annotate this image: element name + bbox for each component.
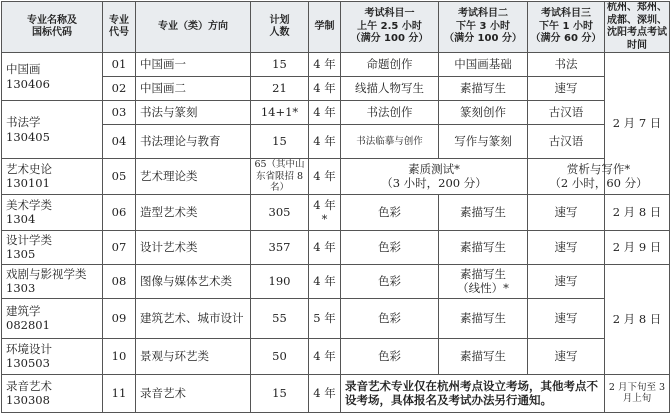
header-exam2: 考试科目二 下午 3 小时 （满分 100 分） [439, 2, 528, 53]
plan-cell: 15 [251, 374, 309, 412]
header-exam1: 考试科目一 上午 2.5 小时 （满分 100 分） [341, 2, 439, 53]
exam-date-cell: 2 月下旬至 3 月上旬 [605, 374, 670, 412]
code-cell: 05 [103, 159, 136, 195]
exam1-cell: 色彩 [341, 298, 439, 338]
plan-cell: 15 [251, 125, 309, 159]
table-row [2, 338, 670, 374]
code-cell: 11 [103, 374, 136, 412]
admissions-table [1, 1, 670, 413]
code-cell: 07 [103, 230, 136, 264]
code-cell: 04 [103, 125, 136, 159]
exam2-cell: 素描写生 [439, 338, 528, 374]
table-row [2, 264, 670, 298]
duration-cell: 5 年 [309, 298, 341, 338]
duration-cell: 4 年 [309, 338, 341, 374]
plan-cell: 21 [251, 77, 309, 101]
direction-cell: 中国画一 [136, 53, 251, 77]
exam3-cell: 速写 [528, 338, 605, 374]
duration-cell: 4 年 [309, 125, 341, 159]
direction-cell: 建筑艺术、城市设计 [136, 298, 251, 338]
code-cell: 09 [103, 298, 136, 338]
exam1-cell: 书法临摹与创作 [341, 125, 439, 159]
exam1-cell: 线描人物写生 [341, 77, 439, 101]
exam1-cell: 色彩 [341, 230, 439, 264]
table-row [2, 230, 670, 264]
direction-cell: 书法与篆刻 [136, 101, 251, 125]
exam3-cell: 速写 [528, 230, 605, 264]
major-cell: 环境设计 130503 [2, 338, 103, 374]
code-cell: 10 [103, 338, 136, 374]
plan-cell: 65（其中山东省限招 8 名） [251, 159, 309, 195]
header-direction: 专业（类）方向 [136, 2, 251, 53]
exam3-cell: 速写 [528, 77, 605, 101]
plan-cell: 305 [251, 194, 309, 230]
duration-cell: 4 年 [309, 230, 341, 264]
direction-cell: 造型艺术类 [136, 194, 251, 230]
exam-date-cell: 2 月 8 日 [605, 264, 670, 374]
major-cell: 美术学类 1304 [2, 194, 103, 230]
duration-cell: 4 年 [309, 264, 341, 298]
duration-cell: 4 年 [309, 77, 341, 101]
major-cell: 戏剧与影视学类 1303 [2, 264, 103, 298]
header-duration: 学制 [309, 2, 341, 53]
table-row [2, 194, 670, 230]
table-row [2, 53, 670, 77]
exam2-cell: 中国画基础 [439, 53, 528, 77]
exam1-cell: 色彩 [341, 194, 439, 230]
table-row [2, 374, 670, 412]
exam3-cell: 书法 [528, 53, 605, 77]
exam1-cell: 素质测试* （3 小时，200 分） [341, 159, 528, 195]
exam3-cell: 速写 [528, 194, 605, 230]
code-cell: 08 [103, 264, 136, 298]
exam2-cell: 素描写生 [439, 77, 528, 101]
exam1-cell: 色彩 [341, 264, 439, 298]
major-cell: 建筑学 082801 [2, 298, 103, 338]
header-code: 专业 代号 [103, 2, 136, 53]
recording-note: 录音艺术专业仅在杭州考点设立考场，其他考点不设考场，具体报名及考试办法另行通知。 [341, 374, 605, 412]
header-major: 专业名称及 国标代码 [2, 2, 103, 53]
plan-cell: 190 [251, 264, 309, 298]
exam-date-cell: 2 月 8 日 [605, 194, 670, 230]
direction-cell: 书法理论与教育 [136, 125, 251, 159]
exam2-cell: 写作与篆刻 [439, 125, 528, 159]
duration-cell: 4 年 [309, 53, 341, 77]
header-exam3: 考试科目三 下午 1 小时 （满分 60 分） [528, 2, 605, 53]
header-plan: 计划 人数 [251, 2, 309, 53]
plan-cell: 357 [251, 230, 309, 264]
duration-cell: 4 年 [309, 374, 341, 412]
exam2-cell: 素描写生 [439, 194, 528, 230]
exam-date-cell: 2 月 7 日 [605, 53, 670, 195]
table-row [2, 77, 670, 101]
exam3-cell: 古汉语 [528, 125, 605, 159]
major-cell: 书法学 130405 [2, 101, 103, 159]
table-row [2, 159, 670, 195]
duration-cell: 4 年 [309, 159, 341, 195]
code-cell: 06 [103, 194, 136, 230]
duration-cell: 4 年 * [309, 194, 341, 230]
table-row [2, 125, 670, 159]
major-cell: 艺术史论 130101 [2, 159, 103, 195]
exam2-cell: 赏析与写作* （2 小时，60 分） [528, 159, 670, 195]
table-row [2, 101, 670, 125]
major-cell: 录音艺术 130308 [2, 374, 103, 412]
major-cell: 设计学类 1305 [2, 230, 103, 264]
plan-cell: 14+1* [251, 101, 309, 125]
direction-cell: 录音艺术 [136, 374, 251, 412]
direction-cell: 中国画二 [136, 77, 251, 101]
code-cell: 03 [103, 101, 136, 125]
exam2-cell: 素描写生 （线性）* [439, 264, 528, 298]
code-cell: 02 [103, 77, 136, 101]
header-time: 杭州、郑州、成都、深圳、 沈阳考点考试时间 [605, 2, 670, 53]
plan-cell: 50 [251, 338, 309, 374]
direction-cell: 设计艺术类 [136, 230, 251, 264]
major-cell: 中国画 130406 [2, 53, 103, 101]
exam2-cell: 篆刻创作 [439, 101, 528, 125]
exam3-cell: 速写 [528, 298, 605, 338]
header-row [2, 2, 670, 53]
exam1-cell: 命题创作 [341, 53, 439, 77]
direction-cell: 景观与环艺类 [136, 338, 251, 374]
exam3-cell: 速写 [528, 264, 605, 298]
exam2-cell: 素描写生 [439, 298, 528, 338]
exam3-cell: 古汉语 [528, 101, 605, 125]
code-cell: 01 [103, 53, 136, 77]
duration-cell: 4 年 [309, 101, 341, 125]
direction-cell: 艺术理论类 [136, 159, 251, 195]
direction-cell: 图像与媒体艺术类 [136, 264, 251, 298]
exam2-cell: 素描写生 [439, 230, 528, 264]
plan-cell: 15 [251, 53, 309, 77]
exam1-cell: 书法创作 [341, 101, 439, 125]
plan-cell: 55 [251, 298, 309, 338]
exam1-cell: 色彩 [341, 338, 439, 374]
table-row [2, 298, 670, 338]
exam-date-cell: 2 月 9 日 [605, 230, 670, 264]
